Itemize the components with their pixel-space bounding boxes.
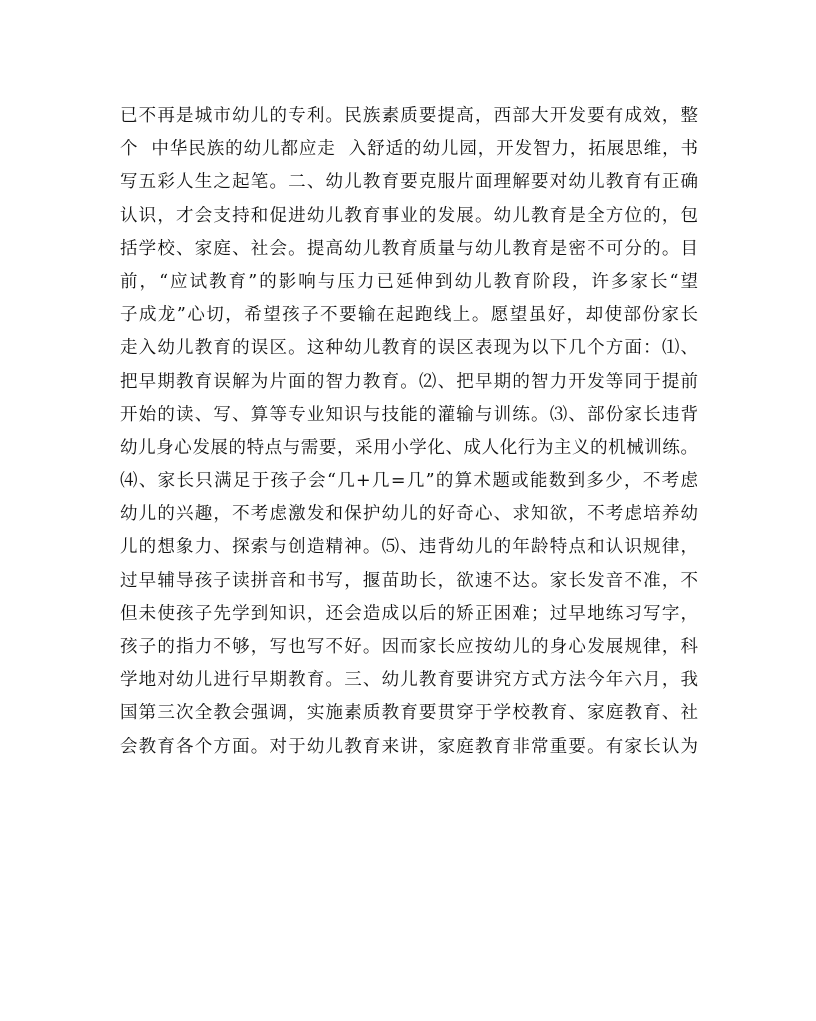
text-line: 写五彩人生之起笔。二、幼儿教育要克服片面理解要对幼儿教育有正确 — [120, 172, 698, 193]
text-line: 走入幼儿教育的误区。这种幼儿教育的误区表现为以下几个方面：⑴、 — [120, 338, 698, 359]
text-line: 孩子的指力不够，写也写不好。因而家长应按幼儿的身心发展规律，科 — [120, 637, 698, 657]
text-line: 幼儿的兴趣，不考虑激发和保护幼儿的好奇心、求知欲，不考虑培养幼 — [120, 504, 698, 525]
text-line: 子成龙”心切，希望孩子不要输在起跑线上。愿望虽好，却使部份家长 — [120, 305, 698, 326]
text-line: ⑷、家长只满足于孩子会“几+几=几”的算术题或能数到多少，不考虑 — [120, 471, 698, 492]
text-line: 会教育各个方面。对于幼儿教育来讲，家庭教育非常重要。有家长认为 — [120, 736, 698, 757]
text-line: 认识，才会支持和促进幼儿教育事业的发展。幼儿教育是全方位的，包 — [120, 205, 698, 226]
text-line: 过早辅导孩子读拼音和书写，揠苗助长，欲速不达。家长发音不准，不 — [120, 570, 698, 591]
text-line: 但未使孩子先学到知识，还会造成以后的矫正困难；过早地练习写字， — [120, 603, 698, 624]
text-line: 前，“应试教育”的影响与压力已延伸到幼儿教育阶段，许多家长“望 — [120, 271, 698, 292]
text-line: 开始的读、写、算等专业知识与技能的灌输与训练。⑶、部份家长违背 — [120, 404, 698, 425]
text-line: 儿的想象力、探索与创造精神。⑸、违背幼儿的年龄特点和认识规律， — [120, 537, 698, 558]
text-line: 已不再是城市幼儿的专利。民族素质要提高，西部大开发要有成效，整 — [120, 106, 698, 126]
text-line: 学地对幼儿进行早期教育。三、幼儿教育要讲究方式方法今年六月，我 — [120, 670, 698, 691]
text-line: 个 中华民族的幼儿都应走 入舒适的幼儿园，开发智力，拓展思维，书 — [120, 139, 698, 160]
body-text — [120, 100, 698, 764]
text-line: 括学校、家庭、社会。提高幼儿教育质量与幼儿教育是密不可分的。目 — [120, 238, 698, 259]
text-line: 把早期教育误解为片面的智力教育。⑵、把早期的智力开发等同于提前 — [120, 371, 698, 392]
text-line: 幼儿身心发展的特点与需要，采用小学化、成人化行为主义的机械训练。 — [120, 437, 698, 458]
text-line: 国第三次全教会强调，实施素质教育要贯穿于学校教育、家庭教育、社 — [120, 703, 698, 724]
